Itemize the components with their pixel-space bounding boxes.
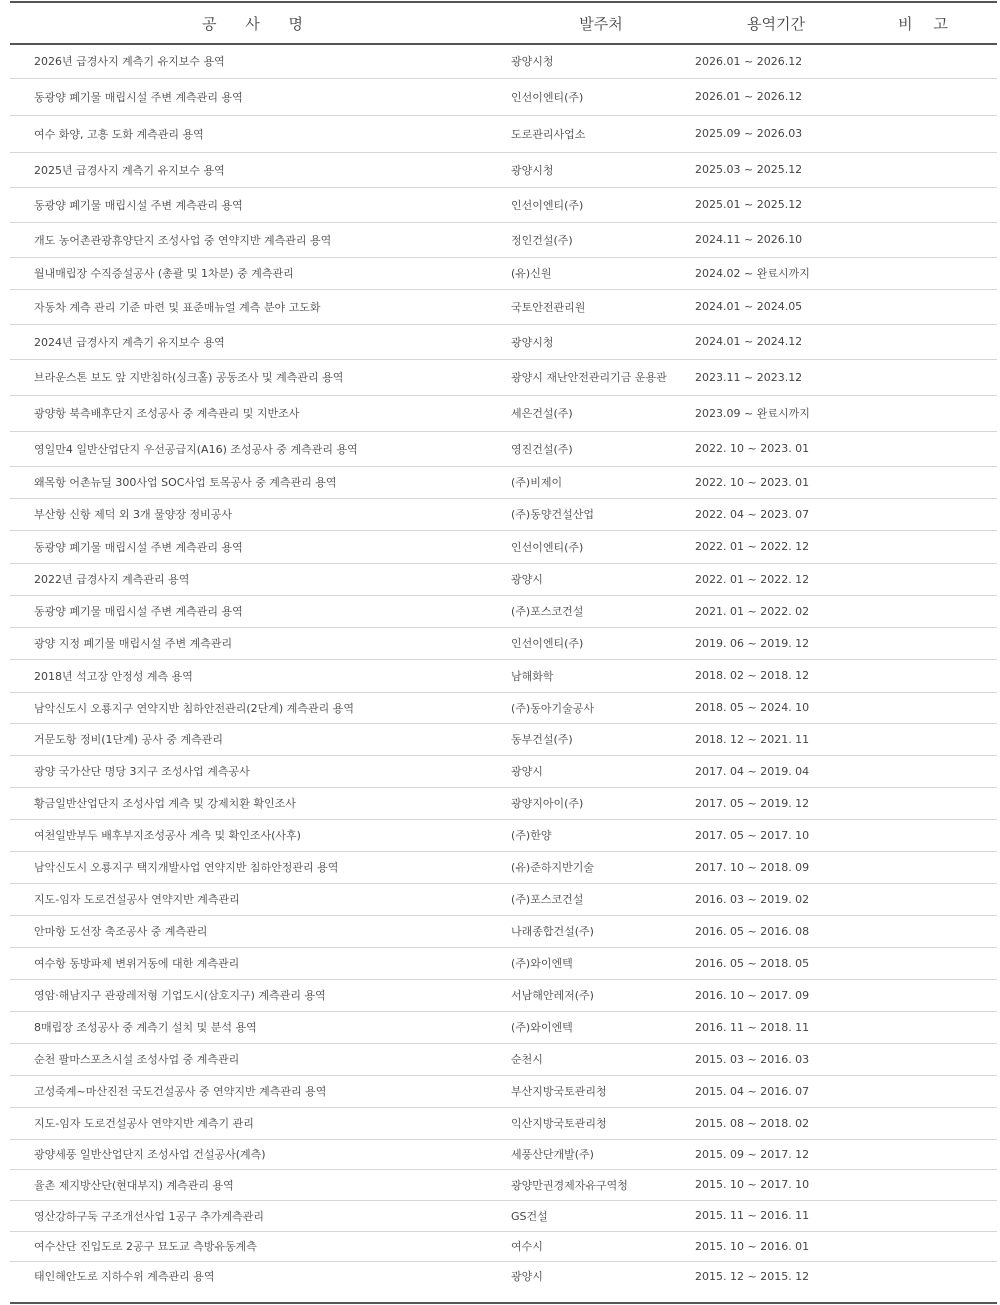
table-row	[10, 947, 997, 979]
note-cell	[857, 44, 997, 78]
header-note: 비 고	[857, 3, 997, 44]
project-name-cell: 영암·해남지구 관광레저형 기업도시(삼호지구) 계측관리 용역	[10, 979, 507, 1011]
client-cell: 동부건설(주)	[507, 723, 695, 755]
client-cell: (주)와이엔텍	[507, 1011, 695, 1043]
note-cell	[857, 1231, 997, 1261]
note-cell	[857, 1169, 997, 1200]
project-name-cell: 지도-임자 도로건설공사 연약지반 계측기 관리	[10, 1107, 507, 1139]
note-cell	[857, 723, 997, 755]
note-cell	[857, 324, 997, 359]
table-row	[10, 915, 997, 947]
period-cell: 2024.11 ~ 2026.10	[695, 222, 857, 257]
table-row	[10, 1107, 997, 1139]
table-row	[10, 187, 997, 222]
project-name-cell: 2018년 석고장 안정성 계측 용역	[10, 659, 507, 692]
client-cell: 광양시	[511, 1270, 543, 1284]
note-cell	[857, 787, 997, 819]
project-name-cell: 여수항 동방파제 변위거동에 대한 계측관리	[10, 947, 507, 979]
table-bottom-rule	[10, 1302, 997, 1304]
note-cell	[857, 659, 997, 692]
client-cell: 서남해안레저(주)	[507, 979, 695, 1011]
table-row	[10, 44, 997, 78]
period-cell: 2015. 10 ~ 2016. 01	[695, 1231, 857, 1261]
client-cell: 광양시청	[507, 324, 695, 359]
period-cell: 2022. 04 ~ 2023. 07	[695, 498, 857, 530]
project-name-cell: 동광양 폐기물 매립시설 주변 계측관리 용역	[10, 530, 507, 563]
client-cell: (주)동아기술공사	[507, 692, 695, 723]
period-cell: 2018. 02 ~ 2018. 12	[695, 659, 857, 692]
period-cell: 2016. 05 ~ 2018. 05	[695, 947, 857, 979]
note-cell	[857, 595, 997, 627]
table-row	[10, 222, 997, 257]
period-cell: 2015. 11 ~ 2016. 11	[695, 1200, 857, 1231]
table-row	[10, 395, 997, 431]
period-cell: 2022. 01 ~ 2022. 12	[695, 530, 857, 563]
project-name-cell: 남악신도시 오룡지구 연약지반 침하안전관리(2단계) 계측관리 용역	[10, 692, 507, 723]
client-cell: (주)포스코건설	[507, 595, 695, 627]
client-cell: 광양시 재난안전관리기금 운용관	[507, 359, 695, 395]
client-cell: 인선이엔티(주)	[507, 78, 695, 115]
project-name-cell: 태인해안도로 지하수위 계측관리 용역	[34, 1270, 215, 1284]
project-name-cell: 율촌 제지방산단(현대부지) 계측관리 용역	[10, 1169, 507, 1200]
project-name-cell: 광양세풍 일반산업단지 조성사업 건설공사(계측)	[10, 1139, 507, 1169]
table-body	[10, 44, 997, 1291]
note-cell	[857, 1043, 997, 1075]
project-name-cell: 여천일반부두 배후부지조성공사 계측 및 확인조사(사후)	[10, 819, 507, 851]
project-name-cell: 부산항 신항 제덕 외 3개 물양장 정비공사	[10, 498, 507, 530]
client-cell: (주)동양건설산업	[507, 498, 695, 530]
client-cell: 세은건설(주)	[507, 395, 695, 431]
project-name-cell: 동광양 폐기물 매립시설 주변 계측관리 용역	[10, 187, 507, 222]
period-cell: 2018. 05 ~ 2024. 10	[695, 692, 857, 723]
client-cell: GS건설	[507, 1200, 695, 1231]
period-cell: 2015. 08 ~ 2018. 02	[695, 1107, 857, 1139]
table-row	[10, 979, 997, 1011]
note-cell	[857, 627, 997, 659]
table-row	[10, 627, 997, 659]
table-row	[10, 563, 997, 595]
period-cell: 2015. 10 ~ 2017. 10	[695, 1169, 857, 1200]
note-cell	[857, 819, 997, 851]
note-cell	[857, 431, 997, 466]
project-name-cell: 8매립장 조성공사 중 계측기 설치 및 분석 용역	[10, 1011, 507, 1043]
client-cell: 광양지아이(주)	[507, 787, 695, 819]
project-name-cell: 동광양 폐기물 매립시설 주변 계측관리 용역	[10, 78, 507, 115]
project-name-cell: 브라운스톤 보도 앞 지반침하(싱크홀) 공동조사 및 계측관리 용역	[10, 359, 507, 395]
project-name-cell: 고성죽계~마산진전 국도건설공사 중 연약지반 계측관리 용역	[10, 1075, 507, 1107]
period-cell: 2015. 03 ~ 2016. 03	[695, 1043, 857, 1075]
project-name-cell: 광양항 북측배후단지 조성공사 중 계측관리 및 지반조사	[10, 395, 507, 431]
project-name-cell: 여수 화양, 고흥 도화 계측관리 용역	[10, 115, 507, 152]
period-cell: 2016. 05 ~ 2016. 08	[695, 915, 857, 947]
table-row	[10, 723, 997, 755]
table-row	[10, 324, 997, 359]
client-cell: 익산지방국토관리청	[507, 1107, 695, 1139]
project-history-table	[10, 3, 997, 1291]
client-cell: 광양시	[507, 755, 695, 787]
note-cell	[857, 1200, 997, 1231]
client-cell: 광양만권경제자유구역청	[507, 1169, 695, 1200]
note-cell	[857, 851, 997, 883]
client-cell: (유)준하지반기술	[507, 851, 695, 883]
client-cell: 국토안전관리원	[507, 289, 695, 324]
table-row	[10, 257, 997, 289]
client-cell: (주)와이엔텍	[507, 947, 695, 979]
note-cell	[857, 883, 997, 915]
client-cell: 여수시	[507, 1231, 695, 1261]
note-cell	[857, 1011, 997, 1043]
project-name-cell: 2022년 급경사지 계측관리 용역	[10, 563, 507, 595]
note-cell	[857, 979, 997, 1011]
period-cell: 2021. 01 ~ 2022. 02	[695, 595, 857, 627]
project-name-cell: 2024년 급경사지 계측기 유지보수 용역	[10, 324, 507, 359]
header-client: 발주처	[507, 3, 695, 44]
project-name-cell: 안마항 도선장 축조공사 중 계측관리	[10, 915, 507, 947]
client-cell: 나래종합건설(주)	[507, 915, 695, 947]
project-name-cell: 자동차 계측 관리 기준 마련 및 표준매뉴얼 계측 분야 고도화	[10, 289, 507, 324]
period-cell: 2017. 05 ~ 2017. 10	[695, 819, 857, 851]
project-name-cell: 영산강하구둑 구조개선사업 1공구 추가계측관리	[10, 1200, 507, 1231]
project-name-cell: 개도 농어촌관광휴양단지 조성사업 중 연약지반 계측관리 용역	[10, 222, 507, 257]
project-name-cell: 동광양 폐기물 매립시설 주변 계측관리 용역	[10, 595, 507, 627]
table-row	[10, 1043, 997, 1075]
table-row	[10, 819, 997, 851]
client-cell: 남해화학	[507, 659, 695, 692]
table-row	[10, 755, 997, 787]
table-header-row	[10, 3, 997, 44]
note-cell	[857, 563, 997, 595]
project-name-cell: 순천 팔마스포츠시설 조성사업 중 계측관리	[10, 1043, 507, 1075]
project-name-cell: 2025년 급경사지 계측기 유지보수 용역	[10, 152, 507, 187]
project-name-cell: 영일만4 일반산업단지 우선공급지(A16) 조성공사 중 계측관리 용역	[10, 431, 507, 466]
client-cell: (주)비제이	[507, 466, 695, 498]
client-cell: 광양시	[507, 563, 695, 595]
table-row	[10, 289, 997, 324]
period-cell: 2016. 03 ~ 2019. 02	[695, 883, 857, 915]
project-name-cell: 월내매립장 수직증설공사 (총괄 및 1차분) 중 계측관리	[10, 257, 507, 289]
client-cell: 정인건설(주)	[507, 222, 695, 257]
note-cell	[857, 915, 997, 947]
project-name-cell: 왜목항 어촌뉴딜 300사업 SOC사업 토목공사 중 계측관리 용역	[10, 466, 507, 498]
client-cell: (주)한양	[507, 819, 695, 851]
note-cell	[857, 755, 997, 787]
client-cell: 인선이엔티(주)	[507, 627, 695, 659]
note-cell	[857, 1139, 997, 1169]
period-cell: 2022. 10 ~ 2023. 01	[695, 466, 857, 498]
project-name-cell: 남악신도시 오룡지구 택지개발사업 연약지반 침하안정관리 용역	[10, 851, 507, 883]
period-cell: 2019. 06 ~ 2019. 12	[695, 627, 857, 659]
client-cell: 세풍산단개발(주)	[507, 1139, 695, 1169]
period-cell: 2026.01 ~ 2026.12	[695, 44, 857, 78]
project-name-cell: 황금일반산업단지 조성사업 계측 및 강제치환 확인조사	[10, 787, 507, 819]
client-cell: 광양시청	[507, 44, 695, 78]
client-cell: (주)포스코건설	[507, 883, 695, 915]
table-row	[10, 78, 997, 115]
project-name-cell: 광양 국가산단 명당 3지구 조성사업 계측공사	[10, 755, 507, 787]
note-cell	[857, 947, 997, 979]
period-cell: 2026.01 ~ 2026.12	[695, 78, 857, 115]
client-cell: 인선이엔티(주)	[507, 530, 695, 563]
note-cell	[857, 498, 997, 530]
project-name-cell: 광양 지정 폐기물 매립시설 주변 계측관리	[10, 627, 507, 659]
period-cell: 2017. 04 ~ 2019. 04	[695, 755, 857, 787]
period-cell: 2022. 10 ~ 2023. 01	[695, 431, 857, 466]
period-cell: 2022. 01 ~ 2022. 12	[695, 563, 857, 595]
period-cell: 2024.01 ~ 2024.12	[695, 324, 857, 359]
period-cell: 2015. 04 ~ 2016. 07	[695, 1075, 857, 1107]
client-cell: 순천시	[507, 1043, 695, 1075]
table-row	[10, 1139, 997, 1169]
table-row	[10, 1169, 997, 1200]
note-cell	[857, 222, 997, 257]
table-row	[10, 1231, 997, 1261]
note-cell	[857, 187, 997, 222]
table-row	[10, 1011, 997, 1043]
table-row	[10, 787, 997, 819]
period-cell: 2023.11 ~ 2023.12	[695, 359, 857, 395]
project-name-cell: 거문도항 정비(1단계) 공사 중 계측관리	[10, 723, 507, 755]
note-cell	[857, 466, 997, 498]
table-row	[10, 1075, 997, 1107]
table-row	[10, 431, 997, 466]
period-cell: 2023.09 ~ 완료시까지	[695, 395, 857, 431]
note-cell	[857, 257, 997, 289]
note-cell	[857, 115, 997, 152]
client-cell: 도로관리사업소	[507, 115, 695, 152]
table-row	[10, 498, 997, 530]
note-cell	[857, 1075, 997, 1107]
project-name-cell: 여수산단 진입도로 2공구 묘도교 측방유동계측	[10, 1231, 507, 1261]
client-cell: 영진건설(주)	[507, 431, 695, 466]
project-name-cell: 지도-임자 도로건설공사 연약지반 계측관리	[10, 883, 507, 915]
project-name-cell: 2026년 급경사지 계측기 유지보수 용역	[10, 44, 507, 78]
client-cell: 인선이엔티(주)	[507, 187, 695, 222]
period-cell: 2025.01 ~ 2025.12	[695, 187, 857, 222]
period-cell: 2016. 10 ~ 2017. 09	[695, 979, 857, 1011]
table-row	[10, 851, 997, 883]
table-row	[10, 359, 997, 395]
table-row	[10, 883, 997, 915]
header-period: 용역기간	[695, 3, 857, 44]
table-row	[10, 659, 997, 692]
table-row	[10, 115, 997, 152]
period-cell: 2024.01 ~ 2024.05	[695, 289, 857, 324]
period-cell: 2018. 12 ~ 2021. 11	[695, 723, 857, 755]
period-cell: 2017. 10 ~ 2018. 09	[695, 851, 857, 883]
header-project-name: 공 사 명	[10, 3, 507, 44]
table-row	[10, 530, 997, 563]
table-row	[10, 595, 997, 627]
table-row	[10, 1261, 997, 1291]
note-cell	[857, 530, 997, 563]
note-cell	[857, 359, 997, 395]
period-cell: 2016. 11 ~ 2018. 11	[695, 1011, 857, 1043]
note-cell	[857, 1107, 997, 1139]
period-cell: 2024.02 ~ 완료시까지	[695, 257, 857, 289]
period-cell: 2025.03 ~ 2025.12	[695, 152, 857, 187]
table-row	[10, 466, 997, 498]
note-cell	[857, 692, 997, 723]
table-row	[10, 1200, 997, 1231]
client-cell: 부산지방국토관리청	[507, 1075, 695, 1107]
table-row	[10, 152, 997, 187]
note-cell	[857, 152, 997, 187]
note-cell	[857, 289, 997, 324]
client-cell: 광양시청	[507, 152, 695, 187]
period-cell: 2017. 05 ~ 2019. 12	[695, 787, 857, 819]
period-cell: 2025.09 ~ 2026.03	[695, 115, 857, 152]
period-cell: 2015. 12 ~ 2015. 12	[695, 1269, 810, 1283]
period-cell: 2015. 09 ~ 2017. 12	[695, 1139, 857, 1169]
note-cell	[857, 78, 997, 115]
note-cell	[857, 1261, 997, 1291]
note-cell	[857, 395, 997, 431]
table-row	[10, 692, 997, 723]
client-cell: (유)신원	[507, 257, 695, 289]
